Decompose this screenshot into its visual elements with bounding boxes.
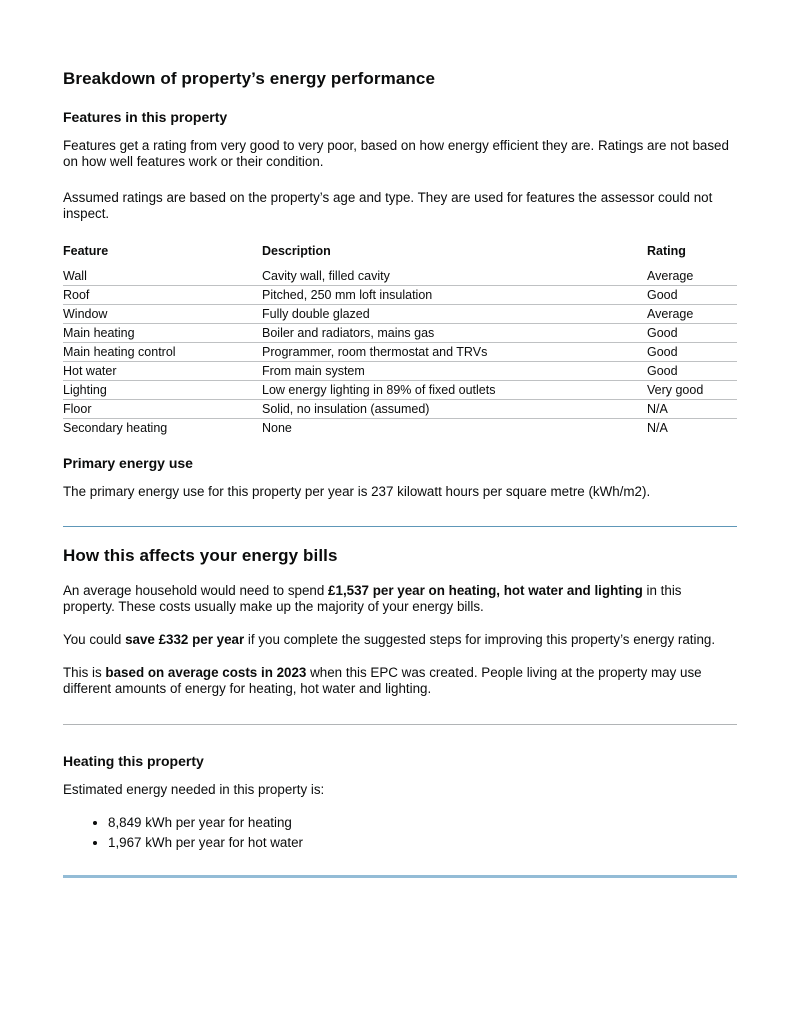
section-divider-blue <box>63 526 737 527</box>
costs-text-post: when this EPC was created. People living at the property may use different amounts of energy for heating, hot water and lighting. <box>63 665 702 696</box>
feature-cell: Hot water <box>63 362 262 381</box>
savings-text-pre: You could <box>63 632 126 647</box>
heating-heading: Heating this property <box>63 753 204 769</box>
rating-cell: Good <box>647 362 737 381</box>
page-title: Breakdown of property’s energy performance <box>63 69 435 88</box>
features-heading: Features in this property <box>63 109 228 125</box>
column-header-rating: Rating <box>647 244 686 258</box>
household-spend-paragraph <box>63 583 737 615</box>
feature-cell: Floor <box>63 400 262 419</box>
primary-energy-heading: Primary energy use <box>63 455 193 471</box>
savings-text-post: if you complete the suggested steps for improving this property’s energy rating. <box>244 632 716 647</box>
table-row <box>63 286 737 305</box>
table-row <box>63 324 737 343</box>
rating-cell: Good <box>647 324 737 343</box>
costs-basis-bold: based on average costs in 2023 <box>105 665 307 680</box>
rating-cell: Average <box>647 267 737 286</box>
rating-cell: Average <box>647 305 737 324</box>
spend-amount-bold: £1,537 per year on heating, hot water and lighting <box>328 583 643 598</box>
description-cell: Low energy lighting in 89% of fixed outlets <box>262 381 647 400</box>
section-divider-gray <box>63 724 737 725</box>
description-cell: Fully double glazed <box>262 305 647 324</box>
table-row <box>63 381 737 400</box>
description-cell: Pitched, 250 mm loft insulation <box>262 286 647 305</box>
table-row <box>63 305 737 324</box>
rating-cell: Good <box>647 343 737 362</box>
primary-energy-paragraph: The primary energy use for this property per year is 237 kilowatt hours per square metre (kWh/m2). <box>63 484 651 499</box>
description-cell: Boiler and radiators, mains gas <box>262 324 647 343</box>
costs-text-pre: This is <box>63 665 106 680</box>
rating-cell: Very good <box>647 381 737 400</box>
description-cell: From main system <box>262 362 647 381</box>
description-cell: Cavity wall, filled cavity <box>262 267 647 286</box>
savings-paragraph <box>63 632 737 648</box>
savings-amount-bold: save £332 per year <box>125 632 245 647</box>
list-item: • 1,967 kWh per year for hot water <box>108 835 737 851</box>
column-header-feature: Feature <box>63 244 109 258</box>
table-header-row <box>63 244 737 267</box>
energy-needed-list <box>63 815 737 851</box>
table-row <box>63 419 737 438</box>
description-cell: Solid, no insulation (assumed) <box>262 400 647 419</box>
features-intro-paragraph: Features get a rating from very good to very poor, based on how energy efficient they are. Ratings are not based on how well features work or their condition. <box>63 138 729 169</box>
spend-text-pre: An average household would need to spend <box>63 583 329 598</box>
spend-text-post: in this property. These costs usually make up the majority of your energy bills. <box>63 583 682 614</box>
feature-cell: Roof <box>63 286 262 305</box>
description-cell: None <box>262 421 292 435</box>
feature-cell: Main heating <box>63 324 262 343</box>
assumed-ratings-paragraph: Assumed ratings are based on the property’s age and type. They are used for features the assessor could not inspect. <box>63 190 713 221</box>
rating-cell: Good <box>647 286 737 305</box>
list-item: • 8,849 kWh per year for heating <box>108 815 737 831</box>
feature-cell: Wall <box>63 267 262 286</box>
column-header-description: Description <box>262 244 331 258</box>
average-costs-paragraph <box>63 665 737 697</box>
table-row <box>63 267 737 286</box>
features-table <box>63 244 737 437</box>
section-divider-blue-thick <box>63 875 737 878</box>
rating-cell: N/A <box>647 400 737 419</box>
heating-intro-paragraph: Estimated energy needed in this property is: <box>63 782 325 797</box>
feature-cell: Secondary heating <box>63 421 168 435</box>
table-row <box>63 362 737 381</box>
table-row <box>63 400 737 419</box>
feature-cell: Main heating control <box>63 343 262 362</box>
table-row <box>63 343 737 362</box>
description-cell: Programmer, room thermostat and TRVs <box>262 343 647 362</box>
energy-bills-heading: How this affects your energy bills <box>63 546 338 565</box>
rating-cell: N/A <box>647 421 668 435</box>
feature-cell: Window <box>63 305 262 324</box>
feature-cell: Lighting <box>63 381 262 400</box>
